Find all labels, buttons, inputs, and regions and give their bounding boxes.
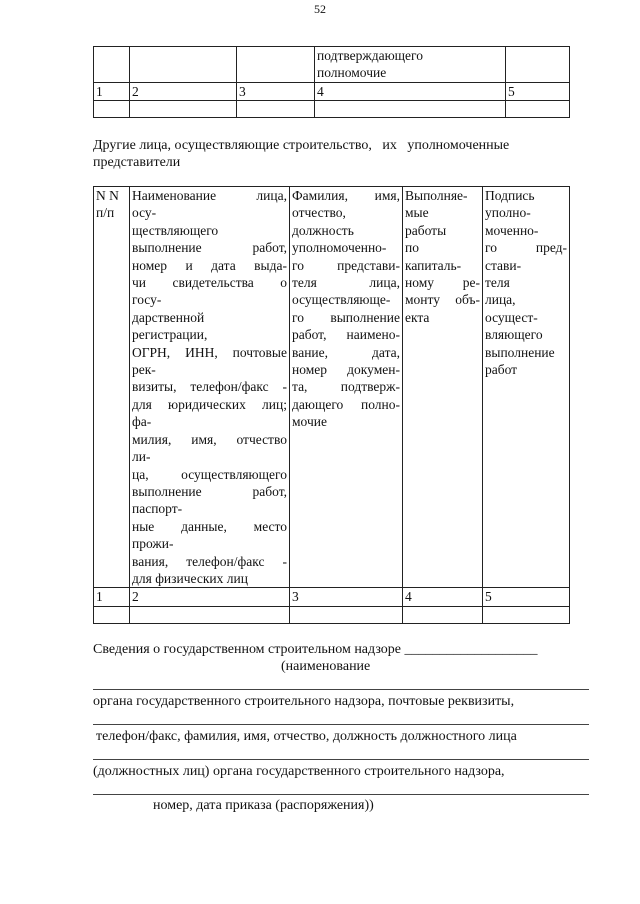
table-cell: 5: [483, 588, 570, 606]
cell-text-line: мочие: [292, 414, 327, 430]
cell-text-line: Фамилия, имя,: [292, 188, 400, 203]
table-cell: [315, 47, 506, 83]
table-cell: 2: [130, 82, 237, 100]
cell-text-line: паспорт-: [132, 501, 183, 517]
caption-naming: (наименование: [281, 659, 371, 674]
caption-line: телефон/факс, фамилия, имя, отчество, должность должностного лица: [96, 729, 517, 744]
table-cell: [94, 101, 130, 118]
cell-text-line: ца, осуществляющего: [132, 466, 287, 482]
table-row: [94, 588, 570, 606]
cell-text-line: ществляющего: [132, 222, 219, 238]
cell-text-line: визиты, телефон/факс -: [132, 379, 287, 395]
table-cell: [237, 101, 315, 118]
cell-text-line: номер докумен-: [292, 362, 400, 378]
cell-text-line: осущест-: [485, 309, 538, 325]
cell-text-line: чи свидетельства о: [132, 275, 287, 291]
cell-text-line: уполно-: [485, 205, 531, 221]
table-cell: [315, 101, 506, 118]
table-cell: [130, 101, 237, 118]
cell-text-line: выполнение: [485, 344, 555, 360]
fill-line: [93, 689, 589, 690]
cell-text-line: вляющего: [485, 327, 543, 343]
table-row: [94, 82, 570, 100]
cell-text-line: монту объ-: [405, 292, 480, 308]
section-heading: [93, 137, 569, 171]
table-cell: [94, 606, 130, 623]
table-cell: [130, 606, 290, 623]
fill-line: [93, 794, 589, 795]
table-cell: [506, 47, 570, 83]
heading-line: Другие лица, осуществляющие строительство, их уполномоченные: [93, 138, 510, 153]
cell-text-line: ному ре-: [405, 275, 480, 291]
cell-text-line: лица,: [485, 292, 516, 308]
fill-line: [93, 759, 589, 760]
cell-text-line: мые: [405, 205, 429, 221]
table-row: [94, 101, 570, 118]
table-cell: [506, 101, 570, 118]
table-row: [94, 606, 570, 623]
cell-text-line: вания, телефон/факс -: [132, 553, 287, 569]
table-cell: 4: [315, 82, 506, 100]
cell-text-line: Выполняе-: [405, 188, 468, 203]
cell-text-line: вание, дата,: [292, 344, 400, 360]
cell-text-line: работ: [485, 362, 518, 378]
cell-text-line: для юридических лиц;: [132, 396, 287, 412]
cell-text-line: выполнение работ,: [132, 240, 287, 256]
page-number: 52: [314, 2, 326, 16]
cell-text-line: госу-: [132, 292, 162, 308]
cell-text-line: N N: [96, 188, 119, 203]
header-cell-number: [94, 187, 130, 588]
supervision-line: Сведения о государственном строительном надзоре ___________________: [93, 642, 538, 657]
cell-text-line: рек-: [132, 362, 156, 378]
table-other-persons: [93, 186, 570, 624]
cell-text-line: отчество,: [292, 205, 346, 221]
cell-text-line: Подпись: [485, 188, 535, 203]
table-cell: 2: [130, 588, 290, 606]
cell-text-line: работы: [405, 222, 447, 238]
table-cell: [290, 606, 403, 623]
caption-line: (должностных лиц) органа государственного строительного надзора,: [93, 764, 505, 779]
cell-text-line: го представи-: [292, 257, 400, 273]
cell-text-line: милия, имя, отчество: [132, 431, 287, 447]
cell-text-line: моченно-: [485, 222, 539, 238]
table-cell: 5: [506, 82, 570, 100]
header-cell-representative: [290, 187, 403, 588]
cell-text-line: должность: [292, 222, 354, 238]
cell-text: полномочие: [317, 65, 387, 81]
cell-text-line: ОГРН, ИНН, почтовые: [132, 344, 287, 360]
table-cell: 3: [237, 82, 315, 100]
cell-text-line: теля лица,: [292, 275, 400, 291]
cell-text-line: ли-: [132, 449, 151, 465]
cell-text-line: уполномоченно-: [292, 240, 387, 256]
cell-text-line: теля: [485, 275, 510, 291]
fill-line: [93, 724, 589, 725]
cell-text-line: ные данные, место: [132, 518, 287, 534]
table-cell: [403, 606, 483, 623]
table-header-row: [94, 187, 570, 588]
table-cell: [237, 47, 315, 83]
cell-text-line: дающего полно-: [292, 396, 400, 412]
cell-text-line: Наименование лица,: [132, 188, 287, 203]
table-row: [94, 47, 570, 83]
cell-text-line: номер и дата выда-: [132, 257, 287, 273]
cell-text-line: стави-: [485, 257, 522, 273]
table-cell: [94, 47, 130, 83]
heading-line: представители: [93, 155, 181, 170]
cell-text-line: по: [405, 240, 419, 256]
cell-text-line: го пред-: [485, 240, 567, 256]
table-continuation: [93, 46, 570, 118]
table-cell: 1: [94, 82, 130, 100]
table-cell: [483, 606, 570, 623]
table-cell: 1: [94, 588, 130, 606]
cell-text-line: дарственной: [132, 309, 205, 325]
cell-text-line: регистрации,: [132, 327, 208, 343]
header-cell-works: [403, 187, 483, 588]
cell-text-line: п/п: [96, 205, 115, 221]
table-cell: 3: [290, 588, 403, 606]
cell-text-line: го выполнение: [292, 309, 400, 325]
cell-text-line: капиталь-: [405, 257, 462, 273]
cell-text-line: фа-: [132, 414, 152, 430]
table-cell: 4: [403, 588, 483, 606]
cell-text: подтверждающего: [317, 48, 424, 63]
cell-text-line: осу-: [132, 205, 157, 221]
cell-text-line: екта: [405, 309, 430, 325]
cell-text-line: работ, наимено-: [292, 327, 400, 343]
header-cell-organization: [130, 187, 290, 588]
cell-text-line: для физических лиц: [132, 570, 248, 586]
header-cell-signature: [483, 187, 570, 588]
cell-text-line: прожи-: [132, 536, 174, 552]
caption-line: органа государственного строительного надзора, почтовые реквизиты,: [93, 694, 515, 709]
cell-text-line: выполнение работ,: [132, 483, 287, 499]
table-cell: [130, 47, 237, 83]
cell-text-line: та, подтверж-: [292, 379, 400, 395]
caption-line: номер, дата приказа (распоряжения)): [153, 798, 374, 813]
cell-text-line: осуществляюще-: [292, 292, 391, 308]
